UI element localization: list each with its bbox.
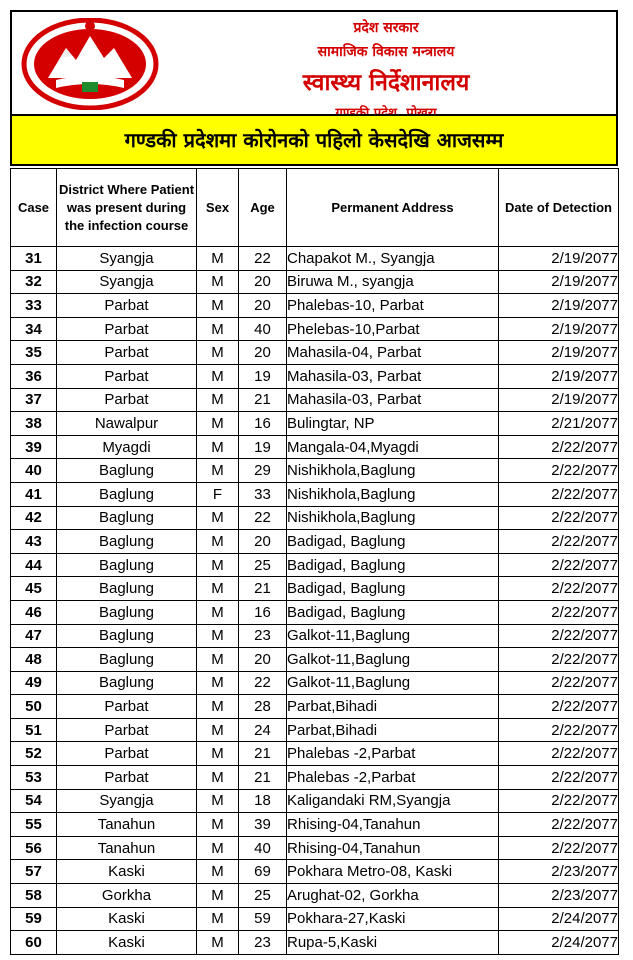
cell-district: Parbat <box>57 695 197 719</box>
table-row <box>11 648 619 672</box>
table-row <box>11 270 619 294</box>
cell-date: 2/19/2077 <box>499 388 619 412</box>
cell-district: Kaski <box>57 907 197 931</box>
cell-case: 50 <box>11 695 57 719</box>
cell-age: 22 <box>239 247 287 271</box>
cell-age: 40 <box>239 836 287 860</box>
cell-case: 60 <box>11 931 57 955</box>
table-row <box>11 671 619 695</box>
cell-sex: M <box>197 766 239 790</box>
table-row <box>11 506 619 530</box>
cell-address: Phalebas -2,Parbat <box>287 742 499 766</box>
cell-case: 41 <box>11 482 57 506</box>
cell-case: 54 <box>11 789 57 813</box>
header-line-government: प्रदेश सरकार <box>353 20 419 36</box>
cell-date: 2/22/2077 <box>499 435 619 459</box>
cell-district: Baglung <box>57 624 197 648</box>
cell-case: 51 <box>11 718 57 742</box>
header-line-ministry: सामाजिक विकास मन्त्रालय <box>317 44 455 60</box>
cell-age: 21 <box>239 388 287 412</box>
table-row <box>11 860 619 884</box>
table-row <box>11 553 619 577</box>
cell-case: 34 <box>11 317 57 341</box>
cell-sex: M <box>197 695 239 719</box>
cell-address: Mahasila-03, Parbat <box>287 364 499 388</box>
cell-address: Pokhara-27,Kaski <box>287 907 499 931</box>
cell-case: 42 <box>11 506 57 530</box>
cell-sex: M <box>197 931 239 955</box>
cell-date: 2/19/2077 <box>499 364 619 388</box>
cell-sex: M <box>197 671 239 695</box>
table-row <box>11 388 619 412</box>
cell-sex: M <box>197 600 239 624</box>
cell-district: Parbat <box>57 294 197 318</box>
cell-district: Syangja <box>57 789 197 813</box>
cell-district: Nawalpur <box>57 412 197 436</box>
cell-address: Parbat,Bihadi <box>287 718 499 742</box>
table-row <box>11 695 619 719</box>
cell-date: 2/22/2077 <box>499 789 619 813</box>
table-row <box>11 435 619 459</box>
cell-address: Biruwa M., syangja <box>287 270 499 294</box>
cell-date: 2/19/2077 <box>499 294 619 318</box>
cell-case: 36 <box>11 364 57 388</box>
cell-district: Parbat <box>57 742 197 766</box>
cell-date: 2/19/2077 <box>499 247 619 271</box>
cell-district: Baglung <box>57 530 197 554</box>
cell-case: 43 <box>11 530 57 554</box>
cell-sex: M <box>197 247 239 271</box>
header-line-directorate: स्वास्थ्य निर्देशानालय <box>302 70 470 96</box>
cell-address: Pokhara Metro-08, Kaski <box>287 860 499 884</box>
cell-age: 23 <box>239 931 287 955</box>
case-table <box>10 168 619 955</box>
cell-address: Badigad, Baglung <box>287 577 499 601</box>
cell-sex: M <box>197 577 239 601</box>
cell-sex: M <box>197 530 239 554</box>
cell-sex: M <box>197 742 239 766</box>
column-header-date: Date of Detection <box>499 169 619 247</box>
table-row <box>11 530 619 554</box>
cell-age: 25 <box>239 884 287 908</box>
letterhead-text <box>162 12 610 121</box>
cell-case: 35 <box>11 341 57 365</box>
cell-date: 2/22/2077 <box>499 530 619 554</box>
column-header-case: Case <box>11 169 57 247</box>
cell-sex: M <box>197 718 239 742</box>
cell-age: 33 <box>239 482 287 506</box>
cell-address: Phalebas-10, Parbat <box>287 294 499 318</box>
table-row <box>11 341 619 365</box>
table-row <box>11 813 619 837</box>
cell-date: 2/22/2077 <box>499 459 619 483</box>
cell-age: 20 <box>239 648 287 672</box>
cell-sex: M <box>197 364 239 388</box>
cell-date: 2/24/2077 <box>499 931 619 955</box>
cell-date: 2/24/2077 <box>499 907 619 931</box>
cell-sex: M <box>197 317 239 341</box>
cell-address: Phalebas -2,Parbat <box>287 766 499 790</box>
cell-age: 39 <box>239 813 287 837</box>
cell-address: Galkot-11,Baglung <box>287 648 499 672</box>
cell-case: 37 <box>11 388 57 412</box>
cell-age: 23 <box>239 624 287 648</box>
cell-date: 2/22/2077 <box>499 836 619 860</box>
cell-sex: M <box>197 884 239 908</box>
cell-date: 2/22/2077 <box>499 553 619 577</box>
cell-case: 45 <box>11 577 57 601</box>
cell-age: 21 <box>239 742 287 766</box>
cell-age: 19 <box>239 364 287 388</box>
cell-sex: M <box>197 294 239 318</box>
column-header-district: District Where Patient was present during the infection course <box>57 169 197 247</box>
cell-sex: M <box>197 459 239 483</box>
table-row <box>11 294 619 318</box>
nepal-emblem-logo <box>20 18 160 110</box>
table-row <box>11 789 619 813</box>
cell-date: 2/23/2077 <box>499 860 619 884</box>
cell-district: Tanahun <box>57 813 197 837</box>
cell-address: Phelebas-10,Parbat <box>287 317 499 341</box>
cell-case: 38 <box>11 412 57 436</box>
table-body <box>11 247 619 955</box>
cell-district: Kaski <box>57 860 197 884</box>
cell-age: 21 <box>239 766 287 790</box>
cell-address: Badigad, Baglung <box>287 553 499 577</box>
cell-age: 29 <box>239 459 287 483</box>
title-banner: गण्डकी प्रदेशमा कोरोनको पहिलो केसदेखि आजसम्म <box>10 114 618 166</box>
cell-date: 2/22/2077 <box>499 695 619 719</box>
cell-date: 2/22/2077 <box>499 600 619 624</box>
table-row <box>11 884 619 908</box>
cell-case: 33 <box>11 294 57 318</box>
table-row <box>11 412 619 436</box>
table-row <box>11 459 619 483</box>
cell-date: 2/22/2077 <box>499 624 619 648</box>
cell-date: 2/19/2077 <box>499 270 619 294</box>
cell-age: 24 <box>239 718 287 742</box>
cell-district: Parbat <box>57 317 197 341</box>
table-row <box>11 718 619 742</box>
table-header-row <box>11 169 619 247</box>
cell-sex: M <box>197 836 239 860</box>
cell-date: 2/22/2077 <box>499 577 619 601</box>
cell-district: Gorkha <box>57 884 197 908</box>
cell-sex: M <box>197 270 239 294</box>
cell-address: Arughat-02, Gorkha <box>287 884 499 908</box>
cell-date: 2/22/2077 <box>499 671 619 695</box>
cell-district: Baglung <box>57 482 197 506</box>
table-row <box>11 247 619 271</box>
cell-district: Baglung <box>57 648 197 672</box>
column-header-sex: Sex <box>197 169 239 247</box>
cell-sex: M <box>197 789 239 813</box>
cell-age: 19 <box>239 435 287 459</box>
cell-sex: M <box>197 624 239 648</box>
table-row <box>11 931 619 955</box>
cell-district: Syangja <box>57 247 197 271</box>
table-row <box>11 600 619 624</box>
cell-age: 25 <box>239 553 287 577</box>
column-header-age: Age <box>239 169 287 247</box>
cell-address: Rhising-04,Tanahun <box>287 836 499 860</box>
cell-case: 59 <box>11 907 57 931</box>
cell-district: Syangja <box>57 270 197 294</box>
cell-case: 52 <box>11 742 57 766</box>
cell-sex: M <box>197 435 239 459</box>
cell-age: 20 <box>239 341 287 365</box>
cell-address: Badigad, Baglung <box>287 600 499 624</box>
cell-case: 32 <box>11 270 57 294</box>
cell-sex: M <box>197 907 239 931</box>
cell-district: Baglung <box>57 553 197 577</box>
cell-date: 2/19/2077 <box>499 341 619 365</box>
cell-case: 46 <box>11 600 57 624</box>
cell-age: 28 <box>239 695 287 719</box>
cell-age: 21 <box>239 577 287 601</box>
cell-district: Baglung <box>57 577 197 601</box>
cell-age: 20 <box>239 270 287 294</box>
cell-date: 2/22/2077 <box>499 718 619 742</box>
table-row <box>11 317 619 341</box>
cell-address: Nishikhola,Baglung <box>287 482 499 506</box>
cell-age: 40 <box>239 317 287 341</box>
cell-sex: M <box>197 860 239 884</box>
cell-date: 2/22/2077 <box>499 813 619 837</box>
cell-case: 58 <box>11 884 57 908</box>
table-row <box>11 907 619 931</box>
cell-address: Mangala-04,Myagdi <box>287 435 499 459</box>
cell-district: Parbat <box>57 766 197 790</box>
cell-date: 2/22/2077 <box>499 506 619 530</box>
cell-district: Kaski <box>57 931 197 955</box>
cell-address: Badigad, Baglung <box>287 530 499 554</box>
cell-case: 57 <box>11 860 57 884</box>
cell-sex: F <box>197 482 239 506</box>
cell-case: 44 <box>11 553 57 577</box>
cell-age: 22 <box>239 506 287 530</box>
cell-address: Galkot-11,Baglung <box>287 624 499 648</box>
cell-case: 53 <box>11 766 57 790</box>
cell-sex: M <box>197 553 239 577</box>
table-row <box>11 766 619 790</box>
cell-case: 48 <box>11 648 57 672</box>
letterhead <box>10 10 618 114</box>
cell-district: Parbat <box>57 341 197 365</box>
cell-sex: M <box>197 648 239 672</box>
cell-address: Nishikhola,Baglung <box>287 506 499 530</box>
cell-date: 2/19/2077 <box>499 317 619 341</box>
cell-district: Parbat <box>57 718 197 742</box>
column-header-address: Permanent Address <box>287 169 499 247</box>
cell-district: Parbat <box>57 388 197 412</box>
cell-date: 2/23/2077 <box>499 884 619 908</box>
cell-address: Bulingtar, NP <box>287 412 499 436</box>
cell-age: 59 <box>239 907 287 931</box>
table-row <box>11 624 619 648</box>
cell-district: Baglung <box>57 600 197 624</box>
cell-age: 16 <box>239 600 287 624</box>
cell-age: 16 <box>239 412 287 436</box>
cell-address: Rupa-5,Kaski <box>287 931 499 955</box>
cell-district: Baglung <box>57 671 197 695</box>
cell-date: 2/22/2077 <box>499 766 619 790</box>
cell-case: 40 <box>11 459 57 483</box>
cell-address: Mahasila-03, Parbat <box>287 388 499 412</box>
cell-sex: M <box>197 412 239 436</box>
cell-date: 2/22/2077 <box>499 648 619 672</box>
cell-date: 2/22/2077 <box>499 742 619 766</box>
cell-sex: M <box>197 388 239 412</box>
table-row <box>11 364 619 388</box>
cell-sex: M <box>197 813 239 837</box>
cell-case: 47 <box>11 624 57 648</box>
cell-district: Baglung <box>57 459 197 483</box>
cell-address: Galkot-11,Baglung <box>287 671 499 695</box>
cell-district: Baglung <box>57 506 197 530</box>
cell-address: Rhising-04,Tanahun <box>287 813 499 837</box>
cell-age: 20 <box>239 530 287 554</box>
cell-sex: M <box>197 506 239 530</box>
cell-district: Parbat <box>57 364 197 388</box>
table-row <box>11 742 619 766</box>
cell-date: 2/21/2077 <box>499 412 619 436</box>
cell-district: Myagdi <box>57 435 197 459</box>
table-row <box>11 577 619 601</box>
cell-case: 56 <box>11 836 57 860</box>
cell-sex: M <box>197 341 239 365</box>
table-row <box>11 482 619 506</box>
cell-address: Mahasila-04, Parbat <box>287 341 499 365</box>
cell-case: 39 <box>11 435 57 459</box>
cell-age: 69 <box>239 860 287 884</box>
cell-case: 49 <box>11 671 57 695</box>
cell-case: 55 <box>11 813 57 837</box>
cell-address: Chapakot M., Syangja <box>287 247 499 271</box>
cell-age: 18 <box>239 789 287 813</box>
cell-case: 31 <box>11 247 57 271</box>
table-row <box>11 836 619 860</box>
cell-age: 22 <box>239 671 287 695</box>
cell-date: 2/22/2077 <box>499 482 619 506</box>
cell-address: Parbat,Bihadi <box>287 695 499 719</box>
cell-age: 20 <box>239 294 287 318</box>
cell-district: Tanahun <box>57 836 197 860</box>
cell-address: Kaligandaki RM,Syangja <box>287 789 499 813</box>
cell-address: Nishikhola,Baglung <box>287 459 499 483</box>
